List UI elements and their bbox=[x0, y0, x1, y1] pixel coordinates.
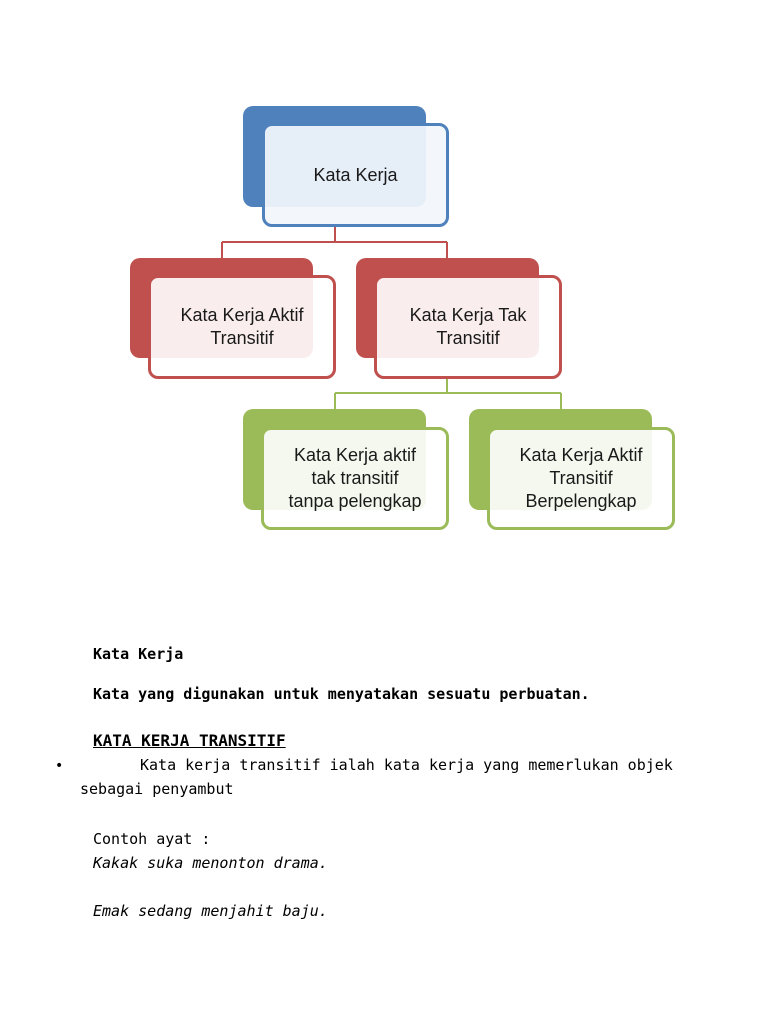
heading-kata-kerja: Kata Kerja bbox=[93, 645, 184, 663]
example-sentence-1: Kakak suka menonton drama. bbox=[93, 854, 328, 872]
level2-connector bbox=[335, 377, 561, 411]
example-sentence-2: Emak sedang menjahit baju. bbox=[93, 902, 328, 920]
node-aktif-transitif-label: Kata Kerja Aktif Transitif bbox=[148, 275, 336, 379]
heading-kata-kerja-transitif: KATA KERJA TRANSITIF bbox=[93, 731, 286, 750]
bullet-text-line2: sebagai penyambut bbox=[80, 780, 234, 798]
root-connector bbox=[222, 226, 447, 260]
definition-text: Kata yang digunakan untuk menyatakan sesuatu perbuatan. bbox=[93, 685, 590, 703]
bullet-point: • bbox=[55, 758, 64, 774]
bullet-text-line1: Kata kerja transitif ialah kata kerja yang memerlukan objek bbox=[140, 756, 673, 774]
node-berpelengkap-label: Kata Kerja Aktif Transitif Berpelengkap bbox=[487, 427, 675, 530]
node-tak-transitif-label: Kata Kerja Tak Transitif bbox=[374, 275, 562, 379]
node-tanpa-pelengkap-label: Kata Kerja aktif tak transitif tanpa pelengkap bbox=[261, 427, 449, 530]
example-label: Contoh ayat : bbox=[93, 830, 211, 848]
node-root-label: Kata Kerja bbox=[262, 123, 449, 227]
